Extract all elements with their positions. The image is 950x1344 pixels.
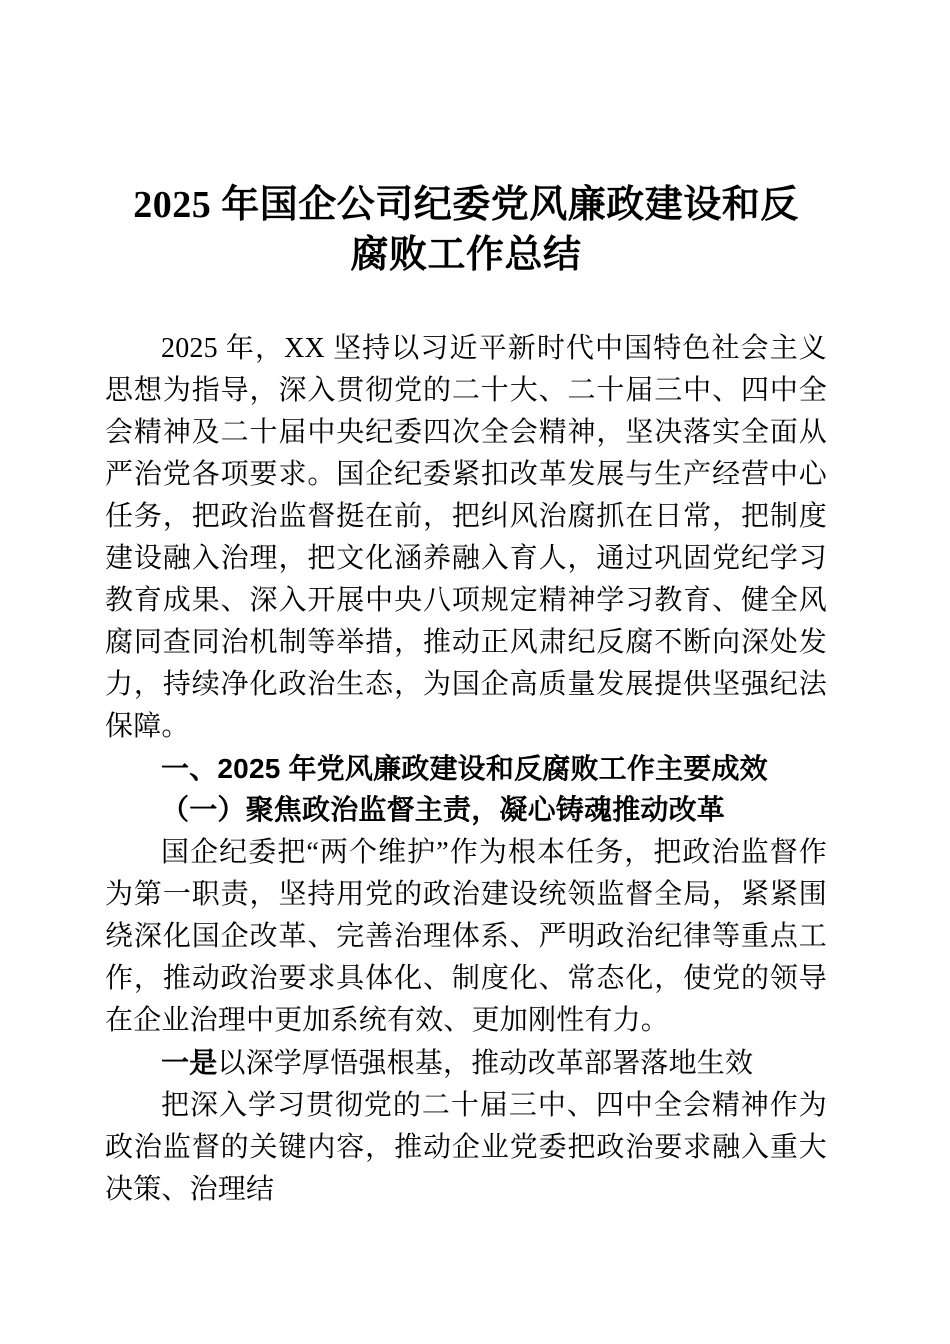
page-title: [105, 180, 827, 280]
section-heading-level-3-lead: 一是: [161, 1047, 218, 1078]
document-content: [105, 180, 827, 1211]
body-paragraph-3: 把深入学习贯彻党的二十届三中、四中全会精神作为政治监督的关键内容，推动企业党委把政治要求融入重大决策、治理结: [105, 1090, 827, 1205]
section-heading-level-2: （一）聚焦政治监督主责，凝心铸魂推动改革: [161, 795, 726, 826]
section-heading-level-3: [105, 1042, 827, 1085]
section-heading-level-1: 一、2025 年党风廉政建设和反腐败工作主要成效: [161, 753, 768, 784]
page-title-line-2: 腐败工作总结: [350, 234, 582, 276]
body-paragraph-1: 2025 年，XX 坚持以习近平新时代中国特色社会主义思想为指导，深入贯彻党的二十大、二十届三中、四中全会精神及二十届中央纪委四次全会精神，坚决落实全面从严治党各项要求。国企纪委紧扣改革发展与生产经营中心任务，把政治监督挺在前，把纠风治腐抓在日常，把制度建设融入治理，把文化涵养融入育人，通过巩固党纪学习教育成果、深入开展中央八项规定精神学习教育、健全风腐同查同治机制等举措，推动正风肃纪反腐不断向深处发力，持续净化政治生态，为国企高质量发展提供坚强纪法保障。: [105, 333, 827, 742]
page-title-line-1: 2025 年国企公司纪委党风廉政建设和反: [133, 184, 799, 226]
body-paragraph-2: 国企纪委把“两个维护”作为根本任务，把政治监督作为第一职责，坚持用党的政治建设统领监督全局，紧紧围绕深化国企改革、完善治理体系、严明政治纪律等重点工作，推动政治要求具体化、制度化、常态化，使党的领导在企业治理中更加系统有效、更加刚性有力。: [105, 837, 827, 1036]
section-heading-level-3-rest: 以深学厚悟强根基，推动改革部署落地生效: [217, 1048, 754, 1079]
